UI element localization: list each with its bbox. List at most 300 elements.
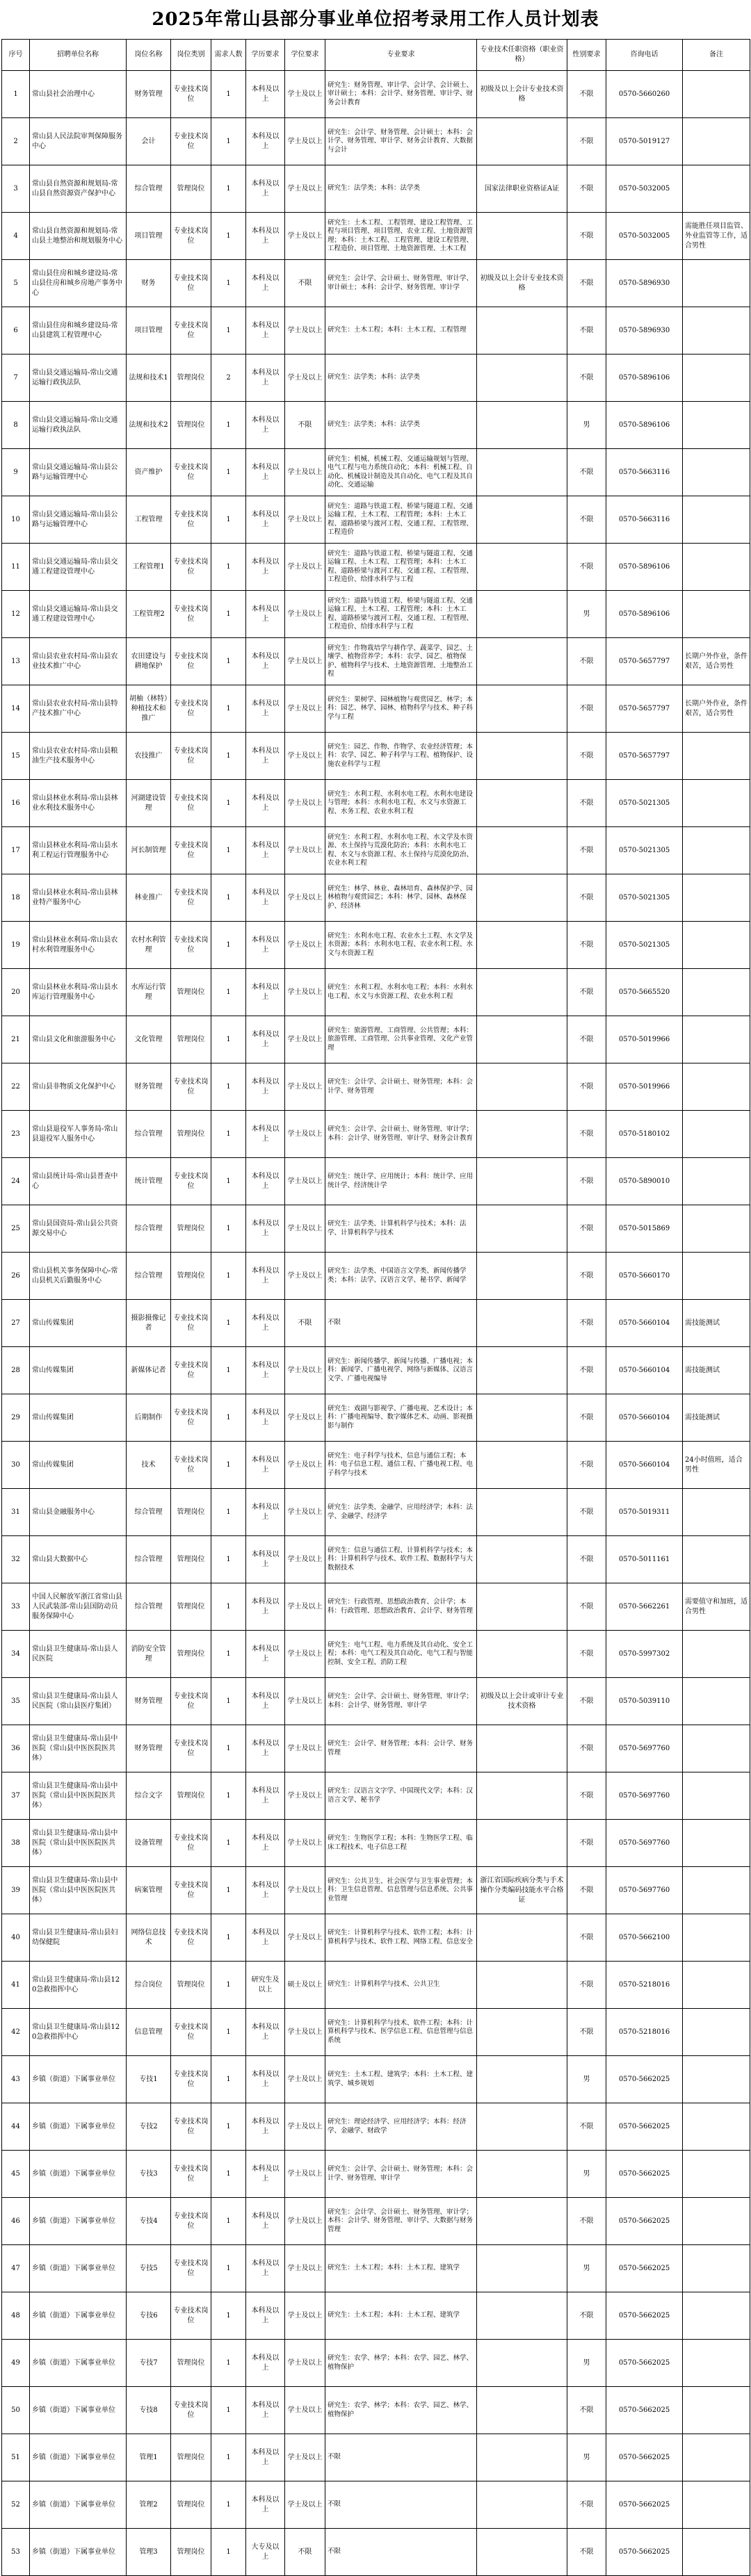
cell-qual xyxy=(477,1063,567,1111)
table-row xyxy=(2,2103,750,2151)
table-row xyxy=(2,402,750,449)
cell-major: 研究生：公共卫生、社会医学与卫生事业管理；本科：卫生信息管理、信息管理与信息系统、公共事业管理 xyxy=(325,1867,477,1914)
cell-type: 管理岗位 xyxy=(171,2481,211,2529)
cell-sex: 不限 xyxy=(567,71,606,118)
cell-post: 水库运行管理 xyxy=(127,969,171,1016)
cell-unit: 常山县文化和旅游服务中心 xyxy=(30,1016,127,1063)
cell-post: 专技6 xyxy=(127,2292,171,2340)
cell-unit: 乡镇（街道）下属事业单位 xyxy=(30,2056,127,2103)
cell-major: 研究生：道路与铁道工程、桥梁与隧道工程、交通运输工程、土木工程、工程管理；本科：土木工程、道路桥梁与渡河工程、交通工程、工程管理、工程造价、给排水科学与工程 xyxy=(325,544,477,591)
cell-unit: 常山县自然资源和规划局-常山县土地整治和规划服务中心 xyxy=(30,213,127,260)
cell-no: 50 xyxy=(2,2387,30,2434)
table-row xyxy=(2,733,750,780)
cell-unit: 常山县林业水利局-常山县农村水利管理服务中心 xyxy=(30,922,127,969)
cell-note xyxy=(683,1489,750,1536)
cell-note: 需能胜任项目监管、外业监管等工作，适合男性 xyxy=(683,213,750,260)
cell-qual xyxy=(477,2056,567,2103)
cell-unit: 常山县自然资源和规划局-常山县自然资源资产保护中心 xyxy=(30,165,127,213)
cell-qual xyxy=(477,1583,567,1631)
cell-qual xyxy=(477,2245,567,2292)
cell-sex: 不限 xyxy=(567,1489,606,1536)
cell-unit: 常山县卫生健康局-常山县中医院（常山县中医医院医共体） xyxy=(30,1867,127,1914)
table-row xyxy=(2,2340,750,2387)
cell-major: 研究生：计算机科学与技术、软件工程；本科：计算机科学与技术、医学信息工程、信息管理与信息系统 xyxy=(325,2009,477,2056)
cell-no: 6 xyxy=(2,307,30,354)
cell-edu: 本科及以上 xyxy=(246,2434,285,2481)
cell-no: 48 xyxy=(2,2292,30,2340)
cell-note xyxy=(683,1867,750,1914)
cell-major: 研究生：会计学、会计硕士、财务管理、审计学、审计硕士；本科：会计学、财务管理、审计学 xyxy=(325,260,477,307)
cell-tel: 0570-5662025 xyxy=(606,2056,683,2103)
cell-type: 专业技术岗位 xyxy=(171,1063,211,1111)
cell-edu: 本科及以上 xyxy=(246,213,285,260)
cell-qual xyxy=(477,1536,567,1583)
header-note: 备注 xyxy=(683,40,750,71)
cell-major: 研究生：农学、林学；本科：农学、园艺、林学、植物保护 xyxy=(325,2340,477,2387)
cell-no: 42 xyxy=(2,2009,30,2056)
cell-unit: 常山县社会治理中心 xyxy=(30,71,127,118)
cell-edu: 本科及以上 xyxy=(246,2481,285,2529)
cell-edu: 本科及以上 xyxy=(246,544,285,591)
cell-major: 研究生：林学、林业、森林培育、森林保护学、园林植物与观赏园艺；本科：林学、园林、森林保护、经济林 xyxy=(325,874,477,922)
cell-num: 1 xyxy=(211,1158,246,1205)
cell-type: 专业技术岗位 xyxy=(171,1820,211,1867)
cell-tel: 0570-5662025 xyxy=(606,2198,683,2245)
cell-no: 29 xyxy=(2,1394,30,1442)
cell-post: 专技1 xyxy=(127,2056,171,2103)
cell-unit: 中国人民解放军浙江省常山县人民武装部-常山县国防动员服务保障中心 xyxy=(30,1583,127,1631)
cell-sex: 不限 xyxy=(567,496,606,544)
cell-no: 16 xyxy=(2,780,30,827)
cell-no: 13 xyxy=(2,638,30,685)
cell-deg: 学士及以上 xyxy=(285,1111,325,1158)
cell-no: 5 xyxy=(2,260,30,307)
table-row xyxy=(2,827,750,874)
cell-major: 研究生：法学类、中国语言文学类、新闻传播学类；本科：法学、汉语言文学、秘书学、新闻学 xyxy=(325,1253,477,1300)
cell-no: 45 xyxy=(2,2151,30,2198)
cell-sex: 不限 xyxy=(567,1820,606,1867)
cell-no: 28 xyxy=(2,1347,30,1394)
cell-sex: 不限 xyxy=(567,2387,606,2434)
cell-sex: 不限 xyxy=(567,827,606,874)
cell-qual xyxy=(477,1914,567,1962)
cell-type: 管理岗位 xyxy=(171,1536,211,1583)
cell-num: 1 xyxy=(211,1063,246,1111)
cell-num: 1 xyxy=(211,1583,246,1631)
cell-sex: 不限 xyxy=(567,1962,606,2009)
cell-major: 研究生：土木工程；本科：土木工程、工程管理 xyxy=(325,307,477,354)
cell-unit: 常山县卫生健康局-常山县中医院（常山县中医医院医共体） xyxy=(30,1725,127,1772)
cell-post: 综合管理 xyxy=(127,1536,171,1583)
cell-tel: 0570-5039110 xyxy=(606,1678,683,1725)
cell-unit: 乡镇（街道）下属事业单位 xyxy=(30,2151,127,2198)
table-row xyxy=(2,2056,750,2103)
cell-unit: 常山县林业水利局-常山县水库运行管理服务中心 xyxy=(30,969,127,1016)
cell-no: 34 xyxy=(2,1631,30,1678)
cell-qual xyxy=(477,733,567,780)
cell-tel: 0570-5663116 xyxy=(606,496,683,544)
cell-major: 研究生：戏剧与影视学、广播电视、艺术设计；本科：广播电视编导、数字媒体艺术、动画、影视摄影与制作 xyxy=(325,1394,477,1442)
cell-edu: 研究生及以上 xyxy=(246,1962,285,2009)
cell-edu: 本科及以上 xyxy=(246,118,285,165)
cell-deg: 学士及以上 xyxy=(285,71,325,118)
cell-post: 法规和技术2 xyxy=(127,402,171,449)
cell-sex: 不限 xyxy=(567,1536,606,1583)
cell-num: 1 xyxy=(211,2340,246,2387)
table-row xyxy=(2,1063,750,1111)
table-row xyxy=(2,544,750,591)
cell-tel: 0570-5660104 xyxy=(606,1442,683,1489)
table-row xyxy=(2,2529,750,2576)
cell-unit: 常山县林业水利局-常山县林业特产服务中心 xyxy=(30,874,127,922)
cell-note: 长期户外作业，条件艰苦，适合男性 xyxy=(683,685,750,733)
table-row xyxy=(2,2387,750,2434)
cell-num: 1 xyxy=(211,2529,246,2576)
cell-sex: 不限 xyxy=(567,1016,606,1063)
cell-tel: 0570-5660104 xyxy=(606,1394,683,1442)
cell-major: 研究生：新闻传播学、新闻与传播、广播电视；本科：新闻学、广播电视学、网络与新媒体、汉语言文学、广播电视编导 xyxy=(325,1347,477,1394)
cell-deg: 学士及以上 xyxy=(285,1347,325,1394)
cell-unit: 常山县统计局-常山县普查中心 xyxy=(30,1158,127,1205)
cell-unit: 乡镇（街道）下属事业单位 xyxy=(30,2245,127,2292)
cell-sex: 不限 xyxy=(567,1300,606,1347)
cell-type: 专业技术岗位 xyxy=(171,2387,211,2434)
cell-unit: 常山县农业农村局-常山县特产技术推广中心 xyxy=(30,685,127,733)
cell-edu: 本科及以上 xyxy=(246,1158,285,1205)
cell-edu: 本科及以上 xyxy=(246,1678,285,1725)
cell-major: 研究生：机械、机械工程、交通运输规划与管理、电气工程与电力系统自动化；本科：机械工程、自动化、机械设计制造及其自动化、电气工程及其自动化、交通运输 xyxy=(325,449,477,496)
table-row xyxy=(2,2292,750,2340)
cell-tel: 0570-5657797 xyxy=(606,733,683,780)
cell-tel: 0570-5660104 xyxy=(606,1300,683,1347)
cell-major: 研究生：会计学、会计硕士、财务管理、审计学；本科：会计学、财务管理、审计学、大数据与财务管理 xyxy=(325,2198,477,2245)
cell-edu: 本科及以上 xyxy=(246,496,285,544)
cell-no: 52 xyxy=(2,2481,30,2529)
cell-deg: 学士及以上 xyxy=(285,1489,325,1536)
cell-deg: 学士及以上 xyxy=(285,2198,325,2245)
cell-post: 设备管理 xyxy=(127,1820,171,1867)
cell-edu: 本科及以上 xyxy=(246,1914,285,1962)
cell-qual xyxy=(477,1820,567,1867)
cell-edu: 本科及以上 xyxy=(246,1820,285,1867)
cell-type: 专业技术岗位 xyxy=(171,2198,211,2245)
table-row xyxy=(2,638,750,685)
cell-note xyxy=(683,1631,750,1678)
cell-edu: 本科及以上 xyxy=(246,1063,285,1111)
cell-note xyxy=(683,1205,750,1253)
table-row xyxy=(2,1820,750,1867)
table-row xyxy=(2,2009,750,2056)
cell-edu: 本科及以上 xyxy=(246,165,285,213)
cell-deg: 学士及以上 xyxy=(285,780,325,827)
cell-type: 专业技术岗位 xyxy=(171,1300,211,1347)
cell-sex: 不限 xyxy=(567,2009,606,2056)
cell-edu: 本科及以上 xyxy=(246,969,285,1016)
header-qual: 专业技术任职资格（职业资格） xyxy=(477,40,567,71)
cell-type: 专业技术岗位 xyxy=(171,496,211,544)
cell-qual xyxy=(477,1962,567,2009)
cell-type: 管理岗位 xyxy=(171,1489,211,1536)
cell-deg: 学士及以上 xyxy=(285,1914,325,1962)
cell-post: 消防安全管理 xyxy=(127,1631,171,1678)
cell-edu: 本科及以上 xyxy=(246,307,285,354)
cell-sex: 男 xyxy=(567,2151,606,2198)
cell-edu: 本科及以上 xyxy=(246,1300,285,1347)
cell-major: 研究生：统计学、应用统计；本科：统计学、应用统计学、经济统计学 xyxy=(325,1158,477,1205)
cell-qual xyxy=(477,2103,567,2151)
cell-post: 工程管理2 xyxy=(127,591,171,638)
cell-major: 不限 xyxy=(325,2434,477,2481)
cell-post: 综合岗位 xyxy=(127,1962,171,2009)
cell-qual: 初级及以上会计专业技术资格 xyxy=(477,71,567,118)
cell-note xyxy=(683,260,750,307)
cell-no: 27 xyxy=(2,1300,30,1347)
cell-tel: 0570-5697760 xyxy=(606,1772,683,1820)
cell-post: 新媒体记者 xyxy=(127,1347,171,1394)
cell-major: 研究生：作物栽培学与耕作学、蔬菜学、园艺、土壤学、植物营养学；本科：农学、园艺、植物保护、植物科学与技术、土地资源管理、土地整治工程 xyxy=(325,638,477,685)
cell-edu: 本科及以上 xyxy=(246,2103,285,2151)
cell-post: 综合管理 xyxy=(127,1489,171,1536)
cell-edu: 本科及以上 xyxy=(246,827,285,874)
cell-num: 1 xyxy=(211,118,246,165)
cell-edu: 本科及以上 xyxy=(246,449,285,496)
cell-post: 网络信息技术 xyxy=(127,1914,171,1962)
cell-post: 专技4 xyxy=(127,2198,171,2245)
cell-no: 21 xyxy=(2,1016,30,1063)
cell-sex: 不限 xyxy=(567,260,606,307)
cell-deg: 学士及以上 xyxy=(285,2387,325,2434)
cell-major: 研究生：果树学、园林植物与观赏园艺、林学；本科：园艺、林学、园林、植物科学与技术、种子科学与工程 xyxy=(325,685,477,733)
cell-tel: 0570-5665520 xyxy=(606,969,683,1016)
cell-note xyxy=(683,1016,750,1063)
cell-num: 1 xyxy=(211,1347,246,1394)
cell-unit: 乡镇（街道）下属事业单位 xyxy=(30,2198,127,2245)
cell-major: 研究生：旅游管理、工商管理、公共管理；本科：旅游管理、工商管理、公共事业管理、文化产业管理 xyxy=(325,1016,477,1063)
cell-no: 40 xyxy=(2,1914,30,1962)
cell-note xyxy=(683,1158,750,1205)
cell-sex: 男 xyxy=(567,2434,606,2481)
cell-tel: 0570-5896930 xyxy=(606,260,683,307)
cell-num: 1 xyxy=(211,402,246,449)
cell-type: 管理岗位 xyxy=(171,969,211,1016)
cell-major: 研究生：计算机科学与技术、公共卫生 xyxy=(325,1962,477,2009)
cell-type: 专业技术岗位 xyxy=(171,1158,211,1205)
cell-num: 1 xyxy=(211,1772,246,1820)
cell-edu: 本科及以上 xyxy=(246,2387,285,2434)
cell-deg: 学士及以上 xyxy=(285,2340,325,2387)
table-row xyxy=(2,1394,750,1442)
cell-qual xyxy=(477,1016,567,1063)
cell-edu: 本科及以上 xyxy=(246,2340,285,2387)
cell-note xyxy=(683,827,750,874)
cell-sex: 不限 xyxy=(567,1914,606,1962)
table-row xyxy=(2,780,750,827)
cell-qual xyxy=(477,1300,567,1347)
cell-unit: 乡镇（街道）下属事业单位 xyxy=(30,2292,127,2340)
cell-unit: 乡镇（街道）下属事业单位 xyxy=(30,2387,127,2434)
cell-unit: 乡镇（街道）下属事业单位 xyxy=(30,2481,127,2529)
cell-no: 20 xyxy=(2,969,30,1016)
cell-major: 研究生：道路与铁道工程、桥梁与隧道工程、交通运输工程、土木工程、工程管理；本科：土木工程、道路桥梁与渡河工程、交通工程、工程管理、工程造价、给排水科学与工程 xyxy=(325,591,477,638)
cell-type: 专业技术岗位 xyxy=(171,733,211,780)
cell-qual xyxy=(477,402,567,449)
cell-qual: 初级及以上会计专业技术资格 xyxy=(477,260,567,307)
header-type: 岗位类别 xyxy=(171,40,211,71)
cell-sex: 不限 xyxy=(567,780,606,827)
cell-deg: 学士及以上 xyxy=(285,922,325,969)
cell-post: 项目管理 xyxy=(127,213,171,260)
table-header-row xyxy=(2,40,750,71)
cell-edu: 本科及以上 xyxy=(246,1394,285,1442)
cell-sex: 不限 xyxy=(567,1442,606,1489)
cell-sex: 不限 xyxy=(567,922,606,969)
cell-unit: 常山县交通运输局-常山县交通工程建设管理中心 xyxy=(30,544,127,591)
cell-edu: 本科及以上 xyxy=(246,2009,285,2056)
cell-num: 1 xyxy=(211,2056,246,2103)
cell-type: 专业技术岗位 xyxy=(171,2245,211,2292)
cell-num: 1 xyxy=(211,2103,246,2151)
cell-note: 需技能测试 xyxy=(683,1347,750,1394)
cell-num: 1 xyxy=(211,449,246,496)
cell-num: 1 xyxy=(211,922,246,969)
cell-no: 8 xyxy=(2,402,30,449)
cell-type: 专业技术岗位 xyxy=(171,2292,211,2340)
cell-no: 31 xyxy=(2,1489,30,1536)
cell-type: 管理岗位 xyxy=(171,165,211,213)
cell-num: 1 xyxy=(211,2245,246,2292)
cell-no: 51 xyxy=(2,2434,30,2481)
cell-qual xyxy=(477,2009,567,2056)
cell-tel: 0570-5896106 xyxy=(606,544,683,591)
cell-post: 专技2 xyxy=(127,2103,171,2151)
cell-sex: 男 xyxy=(567,2245,606,2292)
cell-sex: 不限 xyxy=(567,2481,606,2529)
cell-unit: 常山县非物质文化保护中心 xyxy=(30,1063,127,1111)
cell-unit: 常山县林业水利局-常山县林业水利技术服务中心 xyxy=(30,780,127,827)
cell-qual xyxy=(477,2434,567,2481)
cell-no: 4 xyxy=(2,213,30,260)
cell-tel: 0570-5662100 xyxy=(606,1914,683,1962)
cell-note xyxy=(683,1962,750,2009)
cell-sex: 不限 xyxy=(567,449,606,496)
cell-major: 研究生：会计学、会计硕士、财务管理、审计学；本科：会计学、财务管理、审计学、财务会计教育 xyxy=(325,1111,477,1158)
table-row xyxy=(2,1867,750,1914)
cell-major: 研究生：水利工程、水利水电工程；本科：水利水电工程、水文与水资源工程、农业水利工程 xyxy=(325,969,477,1016)
cell-num: 1 xyxy=(211,591,246,638)
cell-num: 1 xyxy=(211,780,246,827)
table-row xyxy=(2,1772,750,1820)
cell-type: 专业技术岗位 xyxy=(171,544,211,591)
cell-type: 专业技术岗位 xyxy=(171,922,211,969)
cell-unit: 常山县卫生健康局-常山县妇幼保健院 xyxy=(30,1914,127,1962)
cell-tel: 0570-5657797 xyxy=(606,685,683,733)
cell-tel: 0570-5662025 xyxy=(606,2340,683,2387)
cell-sex: 男 xyxy=(567,402,606,449)
cell-type: 专业技术岗位 xyxy=(171,1914,211,1962)
header-num: 需求人数 xyxy=(211,40,246,71)
cell-deg: 学士及以上 xyxy=(285,2245,325,2292)
cell-num: 1 xyxy=(211,1536,246,1583)
cell-major: 研究生：水利工程、水利水电工程、水利水电建设与管理；本科：水利水电工程、水文与水资源工程、水务工程、农业水利工程 xyxy=(325,780,477,827)
cell-sex: 不限 xyxy=(567,2198,606,2245)
cell-unit: 常山县交通运输局-常山交通运输行政执法队 xyxy=(30,402,127,449)
cell-tel: 0570-5896106 xyxy=(606,591,683,638)
cell-unit: 常山县交通运输局-常山县交通工程建设管理中心 xyxy=(30,591,127,638)
cell-note xyxy=(683,1111,750,1158)
cell-note xyxy=(683,733,750,780)
header-unit: 招聘单位名称 xyxy=(30,40,127,71)
cell-edu: 本科及以上 xyxy=(246,1253,285,1300)
cell-no: 12 xyxy=(2,591,30,638)
cell-post: 会计 xyxy=(127,118,171,165)
cell-deg: 学士及以上 xyxy=(285,1253,325,1300)
cell-deg: 学士及以上 xyxy=(285,449,325,496)
cell-no: 33 xyxy=(2,1583,30,1631)
cell-sex: 不限 xyxy=(567,733,606,780)
cell-note xyxy=(683,402,750,449)
cell-sex: 不限 xyxy=(567,2292,606,2340)
cell-note xyxy=(683,2387,750,2434)
cell-tel: 0570-5021305 xyxy=(606,827,683,874)
cell-tel: 0570-5662025 xyxy=(606,2387,683,2434)
table-row xyxy=(2,354,750,402)
cell-edu: 本科及以上 xyxy=(246,922,285,969)
cell-deg: 学士及以上 xyxy=(285,544,325,591)
table-row xyxy=(2,1678,750,1725)
cell-post: 综合管理 xyxy=(127,1205,171,1253)
cell-qual xyxy=(477,2529,567,2576)
cell-post: 管理1 xyxy=(127,2434,171,2481)
cell-major: 研究生：电子科学与技术、信息与通信工程；本科：电子信息工程、通信工程、广播电视工程、电子科学与技术 xyxy=(325,1442,477,1489)
cell-no: 38 xyxy=(2,1820,30,1867)
cell-note xyxy=(683,307,750,354)
cell-note xyxy=(683,1772,750,1820)
cell-unit: 常山县退役军人事务局-常山县退役军人服务中心 xyxy=(30,1111,127,1158)
cell-num: 1 xyxy=(211,1442,246,1489)
cell-num: 1 xyxy=(211,1631,246,1678)
table-row xyxy=(2,1300,750,1347)
cell-major: 研究生：理论经济学、应用经济学；本科：经济学、金融学、财政学 xyxy=(325,2103,477,2151)
cell-note xyxy=(683,2151,750,2198)
cell-post: 农技推广 xyxy=(127,733,171,780)
table-row xyxy=(2,685,750,733)
header-no: 序号 xyxy=(2,40,30,71)
cell-unit: 常山县卫生健康局-常山县人民医院（常山县医疗集团） xyxy=(30,1678,127,1725)
cell-tel: 0570-5660104 xyxy=(606,1347,683,1394)
cell-tel: 0570-5662025 xyxy=(606,2292,683,2340)
cell-tel: 0570-5180102 xyxy=(606,1111,683,1158)
cell-no: 44 xyxy=(2,2103,30,2151)
cell-edu: 本科及以上 xyxy=(246,1205,285,1253)
cell-deg: 学士及以上 xyxy=(285,118,325,165)
cell-type: 管理岗位 xyxy=(171,1631,211,1678)
cell-qual xyxy=(477,922,567,969)
cell-no: 41 xyxy=(2,1962,30,2009)
cell-type: 专业技术岗位 xyxy=(171,827,211,874)
table-row xyxy=(2,1536,750,1583)
cell-sex: 男 xyxy=(567,2340,606,2387)
cell-major: 研究生：电气工程、电力系统及其自动化、安全工程；本科：电气工程及其自动化、电气工程与智能控制、安全工程、消防工程 xyxy=(325,1631,477,1678)
cell-type: 管理岗位 xyxy=(171,402,211,449)
cell-deg: 学士及以上 xyxy=(285,1583,325,1631)
cell-tel: 0570-5032005 xyxy=(606,213,683,260)
cell-post: 专技3 xyxy=(127,2151,171,2198)
cell-num: 1 xyxy=(211,1016,246,1063)
cell-no: 17 xyxy=(2,827,30,874)
cell-tel: 0570-5218016 xyxy=(606,2009,683,2056)
cell-num: 1 xyxy=(211,969,246,1016)
cell-edu: 本科及以上 xyxy=(246,1442,285,1489)
